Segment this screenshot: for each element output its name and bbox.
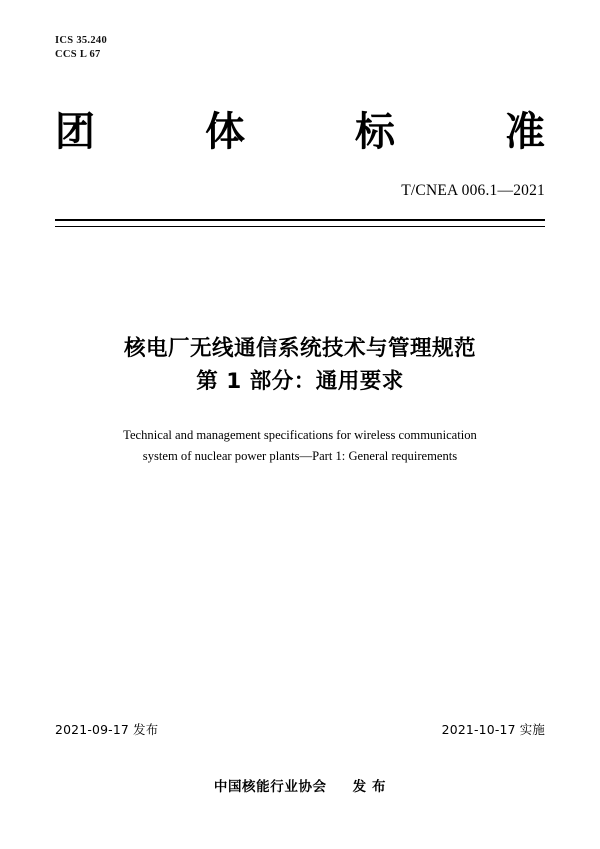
standard-type-heading <box>55 108 545 156</box>
ccs-code: CCS L 67 <box>55 49 101 60</box>
publisher-line <box>55 775 545 795</box>
document-title-chinese <box>40 332 560 398</box>
ics-code: ICS 35.240 <box>55 35 108 46</box>
standard-type-char-1: 团 <box>55 109 95 155</box>
document-title-english <box>60 425 540 467</box>
document-title-chinese-line2: 第 1 部分：通用要求 <box>196 369 404 394</box>
effective-date: 2021-10-17 实施 <box>441 722 545 737</box>
standard-type-char-4: 准 <box>505 109 545 155</box>
issue-date: 2021-09-17 发布 <box>55 722 159 737</box>
publisher-name: 中国核能行业协会 <box>213 779 327 795</box>
document-title-english-line2: system of nuclear power plants—Part 1: General requirements <box>142 449 458 463</box>
standard-type-char-3: 标 <box>355 109 395 155</box>
document-title-chinese-line1: 核电厂无线通信系统技术与管理规范 <box>123 336 476 361</box>
standard-type-char-2: 体 <box>205 109 245 155</box>
header-rule-thick <box>55 219 545 221</box>
publication-dates <box>55 720 545 738</box>
header-rule-thin <box>55 226 545 227</box>
standard-number: T/CNEA 006.1—2021 <box>401 182 545 199</box>
publisher-action: 发 布 <box>352 779 387 795</box>
classification-codes <box>55 34 107 62</box>
document-title-english-line1: Technical and management specifications for wireless communication <box>123 428 477 442</box>
